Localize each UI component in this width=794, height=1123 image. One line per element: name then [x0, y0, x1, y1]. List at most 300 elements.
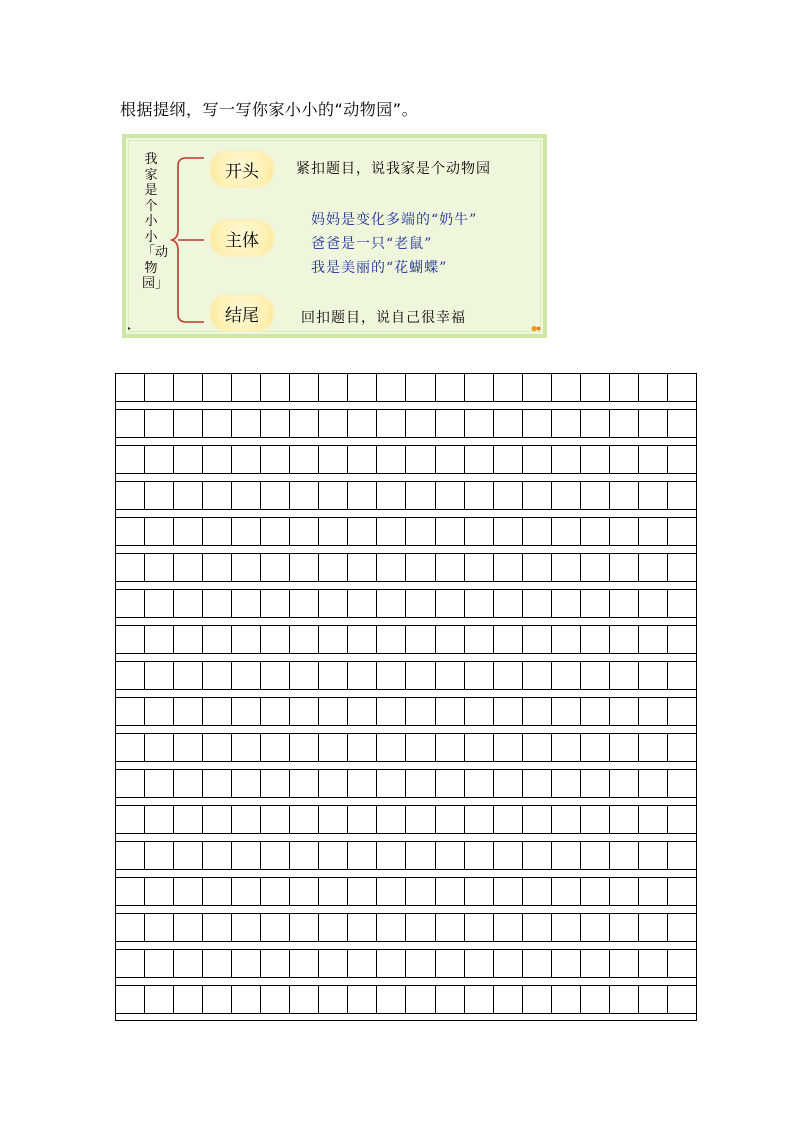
grid-cell[interactable] [406, 374, 435, 401]
grid-cell[interactable] [116, 698, 145, 725]
grid-cell[interactable] [348, 806, 377, 833]
grid-cell[interactable] [465, 770, 494, 797]
grid-cell[interactable] [523, 590, 552, 617]
grid-cell[interactable] [319, 662, 348, 689]
grid-cell[interactable] [203, 698, 232, 725]
grid-cell[interactable] [668, 734, 696, 761]
grid-cell[interactable] [639, 446, 668, 473]
grid-cell[interactable] [465, 698, 494, 725]
grid-cell[interactable] [523, 518, 552, 545]
grid-cell[interactable] [465, 878, 494, 905]
grid-cell[interactable] [145, 482, 174, 509]
grid-cell[interactable] [319, 374, 348, 401]
grid-cell[interactable] [465, 734, 494, 761]
grid-cell[interactable] [145, 878, 174, 905]
grid-cell[interactable] [145, 950, 174, 977]
grid-cell[interactable] [552, 842, 581, 869]
grid-cell[interactable] [232, 878, 261, 905]
grid-cell[interactable] [261, 446, 290, 473]
grid-cell[interactable] [465, 446, 494, 473]
grid-cell[interactable] [465, 410, 494, 437]
grid-cell[interactable] [377, 626, 406, 653]
grid-cell[interactable] [639, 878, 668, 905]
grid-cell[interactable] [581, 950, 610, 977]
grid-cell[interactable] [232, 374, 261, 401]
grid-cell[interactable] [494, 806, 523, 833]
grid-cell[interactable] [203, 842, 232, 869]
grid-cell[interactable] [261, 842, 290, 869]
grid-cell[interactable] [377, 914, 406, 941]
grid-cell[interactable] [348, 482, 377, 509]
grid-cell[interactable] [290, 626, 319, 653]
grid-cell[interactable] [581, 626, 610, 653]
grid-cell[interactable] [494, 590, 523, 617]
grid-cell[interactable] [639, 698, 668, 725]
grid-cell[interactable] [436, 590, 465, 617]
grid-cell[interactable] [174, 446, 203, 473]
grid-cell[interactable] [348, 986, 377, 1013]
grid-cell[interactable] [290, 590, 319, 617]
grid-cell[interactable] [348, 410, 377, 437]
grid-cell[interactable] [232, 806, 261, 833]
grid-cell[interactable] [261, 410, 290, 437]
grid-cell[interactable] [552, 986, 581, 1013]
grid-cell[interactable] [406, 734, 435, 761]
grid-cell[interactable] [523, 662, 552, 689]
grid-cell[interactable] [552, 374, 581, 401]
grid-cell[interactable] [552, 446, 581, 473]
grid-cell[interactable] [232, 554, 261, 581]
grid-cell[interactable] [494, 518, 523, 545]
grid-cell[interactable] [377, 410, 406, 437]
grid-cell[interactable] [610, 986, 639, 1013]
grid-cell[interactable] [116, 482, 145, 509]
grid-cell[interactable] [494, 446, 523, 473]
grid-cell[interactable] [174, 590, 203, 617]
grid-cell[interactable] [377, 554, 406, 581]
grid-cell[interactable] [494, 950, 523, 977]
grid-cell[interactable] [406, 698, 435, 725]
grid-cell[interactable] [377, 374, 406, 401]
grid-cell[interactable] [639, 806, 668, 833]
grid-cell[interactable] [639, 842, 668, 869]
grid-cell[interactable] [523, 698, 552, 725]
grid-cell[interactable] [116, 626, 145, 653]
grid-cell[interactable] [465, 554, 494, 581]
grid-cell[interactable] [203, 950, 232, 977]
grid-cell[interactable] [174, 518, 203, 545]
grid-cell[interactable] [494, 986, 523, 1013]
grid-cell[interactable] [319, 626, 348, 653]
grid-cell[interactable] [465, 914, 494, 941]
grid-cell[interactable] [436, 554, 465, 581]
grid-cell[interactable] [406, 842, 435, 869]
grid-cell[interactable] [145, 986, 174, 1013]
grid-cell[interactable] [523, 626, 552, 653]
grid-cell[interactable] [581, 374, 610, 401]
grid-cell[interactable] [610, 914, 639, 941]
grid-cell[interactable] [116, 590, 145, 617]
grid-cell[interactable] [406, 482, 435, 509]
grid-cell[interactable] [523, 446, 552, 473]
grid-cell[interactable] [348, 662, 377, 689]
grid-cell[interactable] [494, 374, 523, 401]
grid-cell[interactable] [436, 446, 465, 473]
grid-cell[interactable] [174, 482, 203, 509]
grid-cell[interactable] [406, 950, 435, 977]
grid-cell[interactable] [377, 698, 406, 725]
grid-cell[interactable] [523, 482, 552, 509]
grid-cell[interactable] [552, 554, 581, 581]
grid-cell[interactable] [261, 518, 290, 545]
grid-cell[interactable] [552, 482, 581, 509]
grid-cell[interactable] [116, 806, 145, 833]
grid-cell[interactable] [406, 878, 435, 905]
grid-cell[interactable] [581, 554, 610, 581]
grid-cell[interactable] [465, 842, 494, 869]
grid-cell[interactable] [552, 950, 581, 977]
grid-cell[interactable] [436, 410, 465, 437]
grid-cell[interactable] [494, 662, 523, 689]
grid-cell[interactable] [203, 878, 232, 905]
grid-cell[interactable] [668, 590, 696, 617]
grid-cell[interactable] [174, 662, 203, 689]
grid-cell[interactable] [377, 986, 406, 1013]
grid-cell[interactable] [406, 914, 435, 941]
grid-cell[interactable] [145, 698, 174, 725]
grid-cell[interactable] [552, 662, 581, 689]
grid-cell[interactable] [174, 698, 203, 725]
grid-cell[interactable] [145, 374, 174, 401]
grid-cell[interactable] [639, 986, 668, 1013]
grid-cell[interactable] [203, 986, 232, 1013]
grid-cell[interactable] [406, 518, 435, 545]
grid-cell[interactable] [465, 986, 494, 1013]
grid-cell[interactable] [406, 626, 435, 653]
grid-cell[interactable] [232, 914, 261, 941]
grid-cell[interactable] [465, 374, 494, 401]
grid-cell[interactable] [610, 698, 639, 725]
grid-cell[interactable] [523, 410, 552, 437]
grid-cell[interactable] [610, 590, 639, 617]
grid-cell[interactable] [523, 734, 552, 761]
grid-cell[interactable] [290, 410, 319, 437]
grid-cell[interactable] [436, 698, 465, 725]
grid-cell[interactable] [290, 806, 319, 833]
grid-cell[interactable] [523, 806, 552, 833]
grid-cell[interactable] [348, 518, 377, 545]
grid-cell[interactable] [290, 482, 319, 509]
grid-cell[interactable] [552, 518, 581, 545]
grid-cell[interactable] [610, 626, 639, 653]
grid-cell[interactable] [406, 554, 435, 581]
grid-cell[interactable] [494, 734, 523, 761]
grid-cell[interactable] [261, 878, 290, 905]
grid-cell[interactable] [116, 374, 145, 401]
grid-cell[interactable] [668, 842, 696, 869]
grid-cell[interactable] [145, 842, 174, 869]
grid-cell[interactable] [232, 986, 261, 1013]
grid-cell[interactable] [465, 482, 494, 509]
grid-cell[interactable] [523, 878, 552, 905]
grid-cell[interactable] [639, 914, 668, 941]
grid-cell[interactable] [610, 374, 639, 401]
grid-cell[interactable] [377, 842, 406, 869]
grid-cell[interactable] [436, 662, 465, 689]
grid-cell[interactable] [494, 770, 523, 797]
grid-cell[interactable] [610, 734, 639, 761]
grid-cell[interactable] [668, 806, 696, 833]
grid-cell[interactable] [203, 410, 232, 437]
grid-cell[interactable] [261, 950, 290, 977]
grid-cell[interactable] [232, 770, 261, 797]
grid-cell[interactable] [610, 410, 639, 437]
grid-cell[interactable] [639, 950, 668, 977]
grid-cell[interactable] [319, 698, 348, 725]
grid-cell[interactable] [116, 446, 145, 473]
grid-cell[interactable] [494, 626, 523, 653]
grid-cell[interactable] [494, 842, 523, 869]
grid-cell[interactable] [377, 770, 406, 797]
grid-cell[interactable] [348, 770, 377, 797]
grid-cell[interactable] [319, 410, 348, 437]
grid-cell[interactable] [145, 410, 174, 437]
grid-cell[interactable] [145, 662, 174, 689]
grid-cell[interactable] [377, 482, 406, 509]
grid-cell[interactable] [174, 374, 203, 401]
grid-cell[interactable] [436, 986, 465, 1013]
grid-cell[interactable] [494, 698, 523, 725]
grid-cell[interactable] [436, 914, 465, 941]
grid-cell[interactable] [494, 878, 523, 905]
grid-cell[interactable] [319, 590, 348, 617]
grid-cell[interactable] [523, 770, 552, 797]
grid-cell[interactable] [145, 446, 174, 473]
grid-cell[interactable] [145, 914, 174, 941]
grid-cell[interactable] [319, 950, 348, 977]
grid-cell[interactable] [377, 806, 406, 833]
grid-cell[interactable] [348, 950, 377, 977]
grid-cell[interactable] [668, 374, 696, 401]
grid-cell[interactable] [377, 950, 406, 977]
grid-cell[interactable] [581, 770, 610, 797]
grid-cell[interactable] [639, 518, 668, 545]
grid-cell[interactable] [261, 482, 290, 509]
grid-cell[interactable] [203, 626, 232, 653]
grid-cell[interactable] [174, 950, 203, 977]
grid-cell[interactable] [203, 482, 232, 509]
grid-cell[interactable] [348, 842, 377, 869]
grid-cell[interactable] [523, 914, 552, 941]
grid-cell[interactable] [639, 770, 668, 797]
writing-grid[interactable] [115, 373, 697, 1021]
grid-cell[interactable] [610, 842, 639, 869]
grid-cell[interactable] [261, 662, 290, 689]
grid-cell[interactable] [319, 482, 348, 509]
grid-cell[interactable] [552, 878, 581, 905]
grid-cell[interactable] [552, 806, 581, 833]
grid-cell[interactable] [581, 446, 610, 473]
grid-cell[interactable] [261, 626, 290, 653]
grid-cell[interactable] [348, 878, 377, 905]
grid-cell[interactable] [174, 806, 203, 833]
grid-cell[interactable] [406, 986, 435, 1013]
grid-cell[interactable] [494, 482, 523, 509]
grid-cell[interactable] [436, 806, 465, 833]
grid-cell[interactable] [116, 986, 145, 1013]
grid-cell[interactable] [261, 698, 290, 725]
grid-cell[interactable] [145, 806, 174, 833]
grid-cell[interactable] [203, 806, 232, 833]
grid-cell[interactable] [174, 734, 203, 761]
grid-cell[interactable] [610, 482, 639, 509]
grid-cell[interactable] [581, 410, 610, 437]
grid-cell[interactable] [232, 842, 261, 869]
grid-cell[interactable] [203, 518, 232, 545]
grid-cell[interactable] [465, 806, 494, 833]
grid-cell[interactable] [668, 662, 696, 689]
grid-cell[interactable] [639, 734, 668, 761]
grid-cell[interactable] [290, 950, 319, 977]
grid-cell[interactable] [203, 770, 232, 797]
grid-cell[interactable] [377, 518, 406, 545]
grid-cell[interactable] [639, 626, 668, 653]
grid-cell[interactable] [174, 554, 203, 581]
grid-cell[interactable] [232, 698, 261, 725]
grid-cell[interactable] [261, 806, 290, 833]
grid-cell[interactable] [523, 554, 552, 581]
grid-cell[interactable] [174, 410, 203, 437]
grid-cell[interactable] [232, 950, 261, 977]
grid-cell[interactable] [523, 986, 552, 1013]
grid-cell[interactable] [523, 374, 552, 401]
grid-cell[interactable] [552, 410, 581, 437]
grid-cell[interactable] [261, 554, 290, 581]
grid-cell[interactable] [348, 374, 377, 401]
grid-cell[interactable] [436, 374, 465, 401]
grid-cell[interactable] [406, 590, 435, 617]
grid-cell[interactable] [465, 626, 494, 653]
grid-cell[interactable] [406, 770, 435, 797]
grid-cell[interactable] [406, 806, 435, 833]
grid-cell[interactable] [116, 518, 145, 545]
grid-cell[interactable] [319, 806, 348, 833]
grid-cell[interactable] [610, 878, 639, 905]
grid-cell[interactable] [610, 554, 639, 581]
grid-cell[interactable] [174, 878, 203, 905]
grid-cell[interactable] [232, 482, 261, 509]
grid-cell[interactable] [610, 950, 639, 977]
grid-cell[interactable] [290, 914, 319, 941]
grid-cell[interactable] [145, 518, 174, 545]
grid-cell[interactable] [377, 446, 406, 473]
grid-cell[interactable] [436, 518, 465, 545]
grid-cell[interactable] [348, 626, 377, 653]
grid-cell[interactable] [261, 770, 290, 797]
grid-cell[interactable] [436, 842, 465, 869]
grid-cell[interactable] [232, 410, 261, 437]
grid-cell[interactable] [668, 986, 696, 1013]
grid-cell[interactable] [319, 914, 348, 941]
grid-cell[interactable] [348, 734, 377, 761]
grid-cell[interactable] [581, 734, 610, 761]
grid-cell[interactable] [610, 770, 639, 797]
grid-cell[interactable] [406, 410, 435, 437]
grid-cell[interactable] [494, 914, 523, 941]
grid-cell[interactable] [290, 698, 319, 725]
grid-cell[interactable] [552, 698, 581, 725]
grid-cell[interactable] [639, 410, 668, 437]
grid-cell[interactable] [290, 734, 319, 761]
grid-cell[interactable] [523, 842, 552, 869]
grid-cell[interactable] [377, 662, 406, 689]
grid-cell[interactable] [145, 770, 174, 797]
grid-cell[interactable] [203, 662, 232, 689]
grid-cell[interactable] [290, 662, 319, 689]
grid-cell[interactable] [116, 914, 145, 941]
grid-cell[interactable] [116, 662, 145, 689]
grid-cell[interactable] [232, 590, 261, 617]
grid-cell[interactable] [377, 734, 406, 761]
grid-cell[interactable] [668, 446, 696, 473]
grid-cell[interactable] [436, 878, 465, 905]
grid-cell[interactable] [668, 914, 696, 941]
grid-cell[interactable] [668, 410, 696, 437]
grid-cell[interactable] [668, 698, 696, 725]
grid-cell[interactable] [319, 878, 348, 905]
grid-cell[interactable] [261, 590, 290, 617]
grid-cell[interactable] [116, 950, 145, 977]
grid-cell[interactable] [581, 662, 610, 689]
grid-cell[interactable] [552, 626, 581, 653]
grid-cell[interactable] [319, 554, 348, 581]
grid-cell[interactable] [116, 878, 145, 905]
grid-cell[interactable] [668, 518, 696, 545]
grid-cell[interactable] [116, 842, 145, 869]
grid-cell[interactable] [581, 878, 610, 905]
grid-cell[interactable] [436, 770, 465, 797]
grid-cell[interactable] [290, 374, 319, 401]
grid-cell[interactable] [465, 590, 494, 617]
grid-cell[interactable] [203, 914, 232, 941]
grid-cell[interactable] [319, 446, 348, 473]
grid-cell[interactable] [610, 806, 639, 833]
grid-cell[interactable] [261, 374, 290, 401]
grid-cell[interactable] [465, 950, 494, 977]
grid-cell[interactable] [406, 446, 435, 473]
grid-cell[interactable] [377, 878, 406, 905]
grid-cell[interactable] [348, 554, 377, 581]
grid-cell[interactable] [581, 806, 610, 833]
grid-cell[interactable] [639, 374, 668, 401]
grid-cell[interactable] [261, 914, 290, 941]
grid-cell[interactable] [668, 554, 696, 581]
grid-cell[interactable] [552, 590, 581, 617]
grid-cell[interactable] [116, 734, 145, 761]
grid-cell[interactable] [668, 950, 696, 977]
grid-cell[interactable] [552, 770, 581, 797]
grid-cell[interactable] [232, 518, 261, 545]
grid-cell[interactable] [290, 446, 319, 473]
grid-cell[interactable] [668, 770, 696, 797]
grid-cell[interactable] [116, 410, 145, 437]
grid-cell[interactable] [639, 554, 668, 581]
grid-cell[interactable] [116, 554, 145, 581]
grid-cell[interactable] [174, 842, 203, 869]
grid-cell[interactable] [319, 770, 348, 797]
grid-cell[interactable] [581, 986, 610, 1013]
grid-cell[interactable] [116, 770, 145, 797]
